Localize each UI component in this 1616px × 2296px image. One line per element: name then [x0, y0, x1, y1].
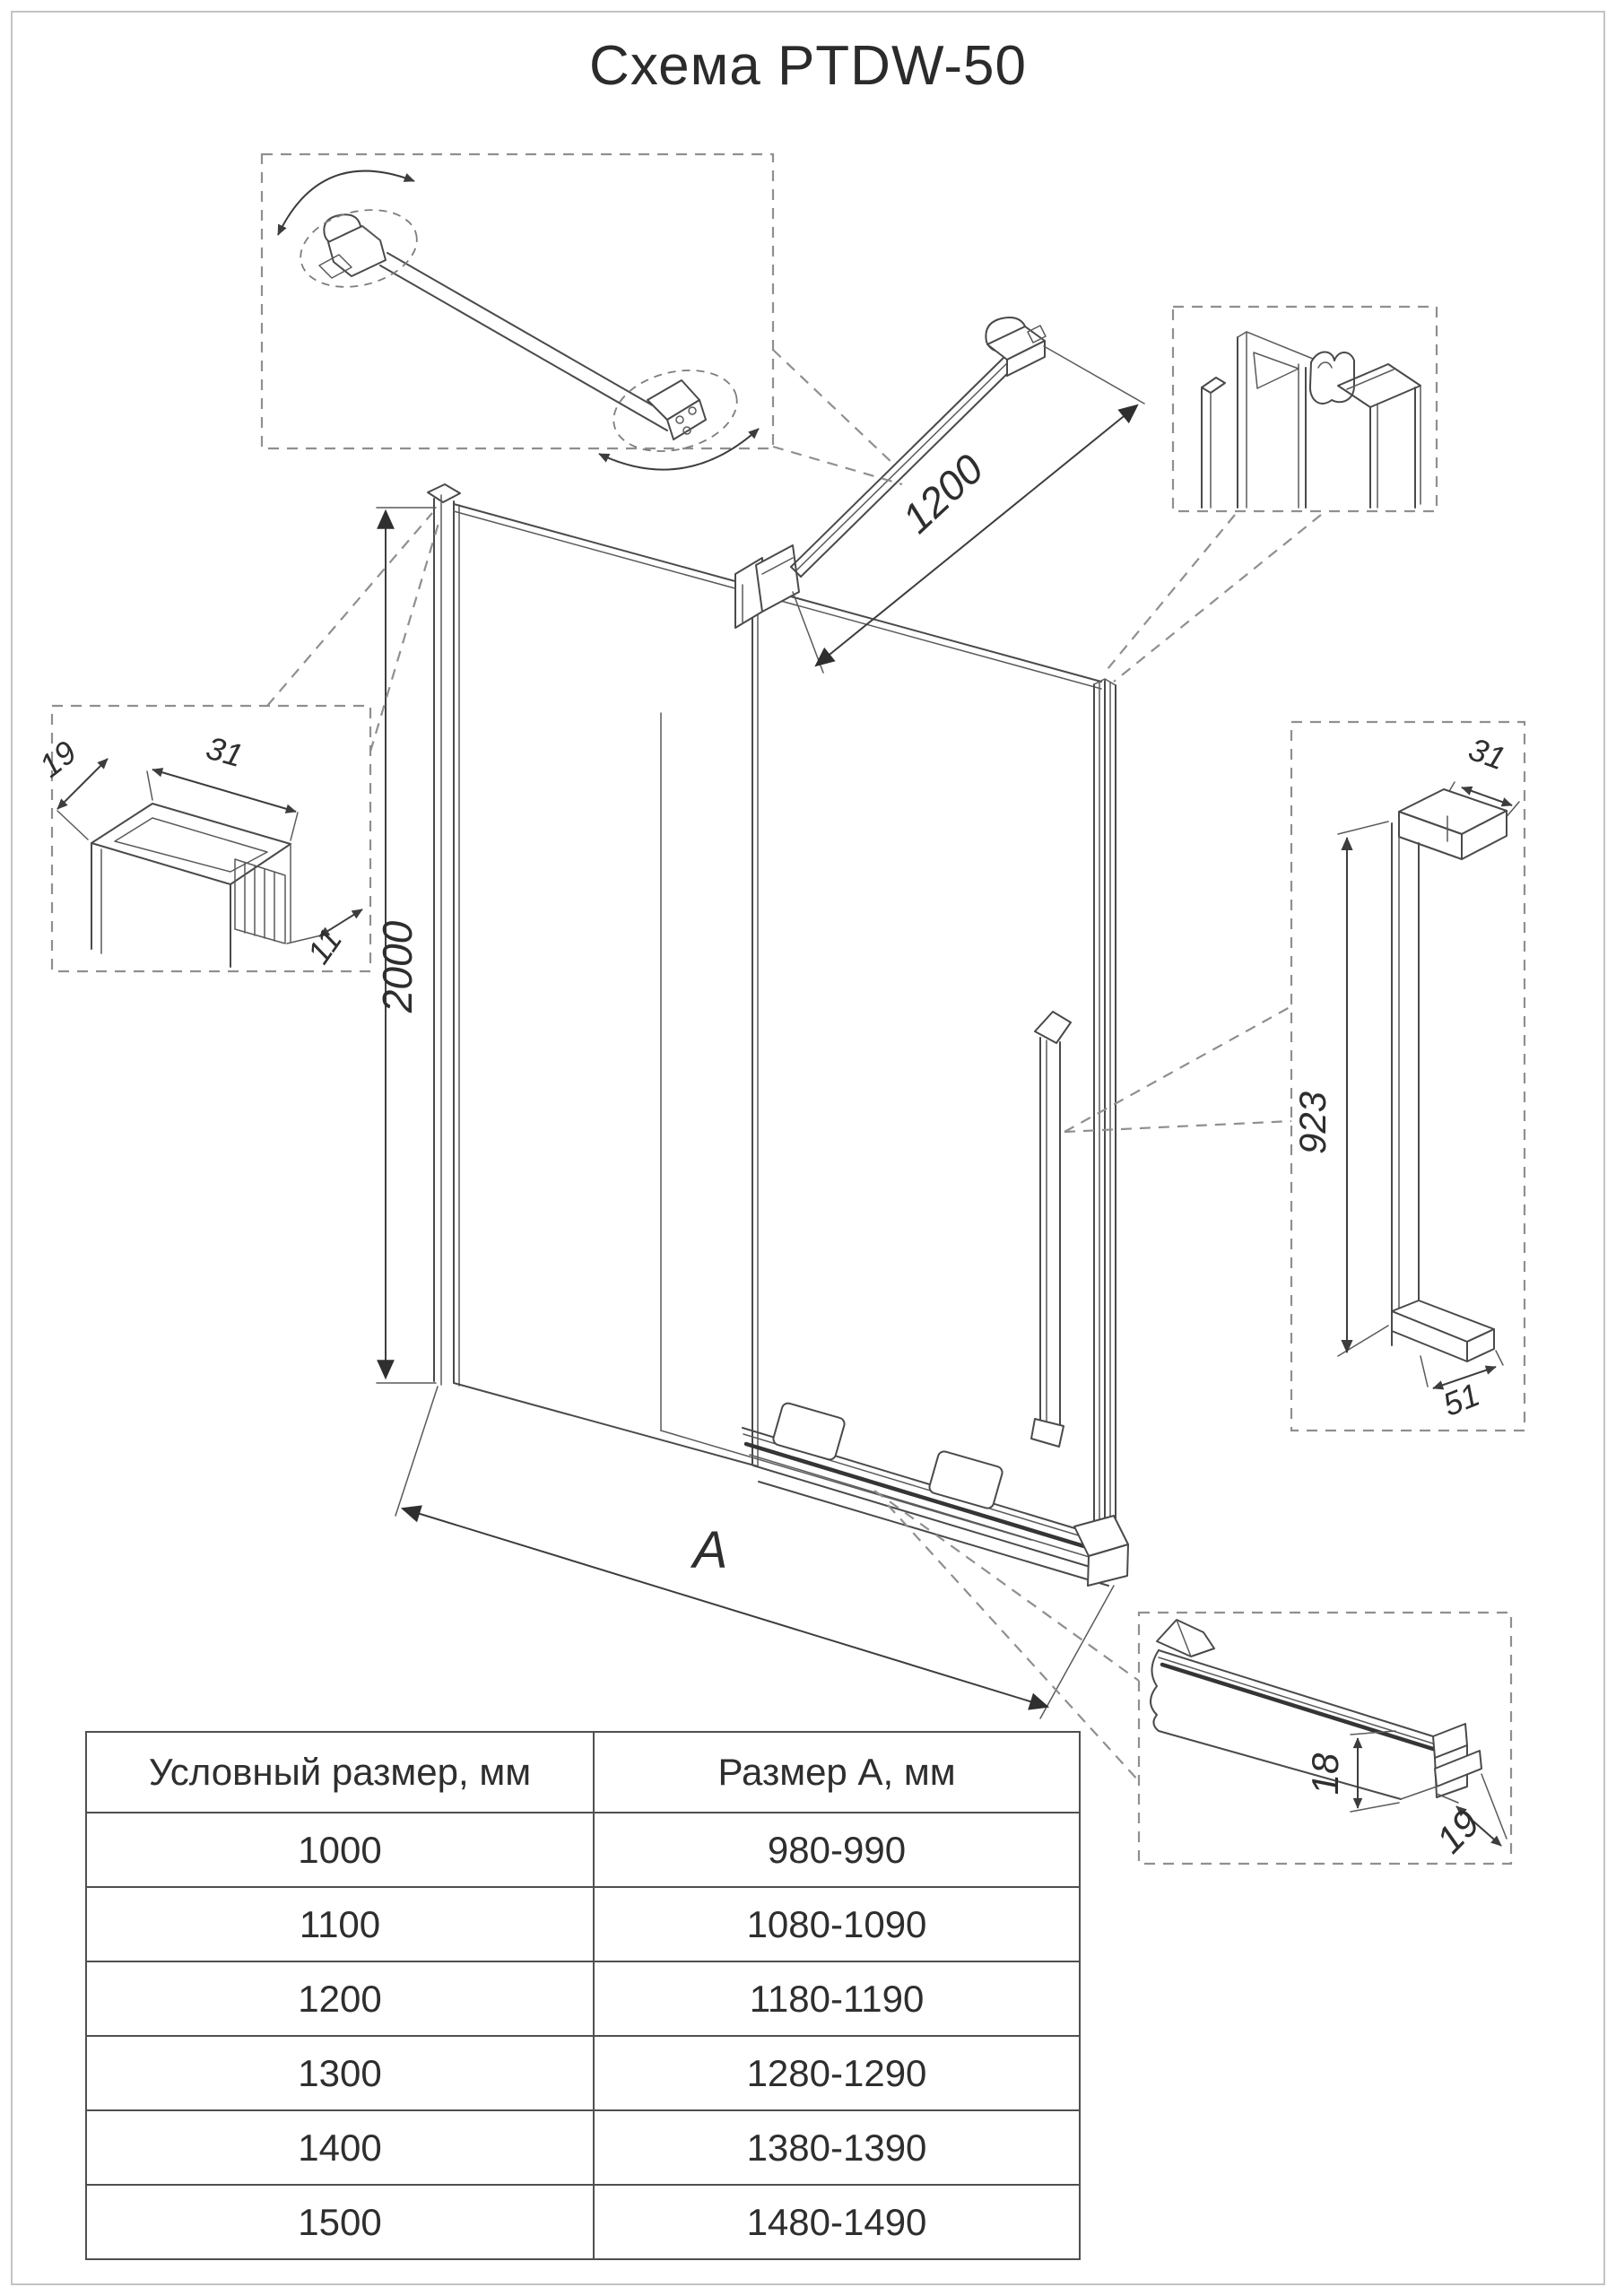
size-a-cell: 980-990: [594, 1813, 1080, 1887]
dim-label-2000: 2000: [374, 920, 421, 1013]
dim-bar-1200: [793, 346, 1144, 673]
size-a-cell: 1280-1290: [594, 2036, 1080, 2110]
glass-clamp: [735, 545, 799, 628]
dim-handle-923: [1291, 822, 1388, 1356]
size-a-cell: 1180-1190: [594, 1961, 1080, 2036]
svg-text:923: 923: [1291, 1091, 1334, 1155]
svg-text:31: 31: [1464, 730, 1511, 778]
table-row: [86, 2110, 1080, 2185]
size-table-header-row: [86, 1732, 1080, 1813]
dim-rail-18: [1304, 1731, 1399, 1812]
dim-wall-19: [32, 734, 108, 839]
svg-text:19: 19: [1428, 1801, 1488, 1862]
dim-label-1200: 1200: [892, 445, 993, 543]
table-row: [86, 1961, 1080, 2036]
nominal-size-cell: 1200: [86, 1961, 594, 2036]
svg-text:19: 19: [31, 733, 83, 785]
dim-handle-51: [1421, 1351, 1503, 1423]
page-title: Схема PTDW-50: [589, 35, 1027, 97]
dim-wall-11: [287, 909, 362, 970]
fixed-glass-panel: [454, 504, 1101, 1466]
door-handle: [1031, 1012, 1071, 1447]
svg-text:11: 11: [300, 921, 350, 970]
svg-text:31: 31: [202, 728, 248, 775]
detail-box-wall-profile: [32, 706, 370, 971]
table-row: [86, 1813, 1080, 1887]
dim-width-A: [395, 1387, 1114, 1718]
nominal-size-cell: 1400: [86, 2110, 594, 2185]
svg-text:51: 51: [1438, 1375, 1485, 1423]
roller-guide-left: [772, 1402, 846, 1461]
nominal-size-cell: 1300: [86, 2036, 594, 2110]
rail-end-cap: [1074, 1516, 1128, 1586]
table-row: [86, 1887, 1080, 1961]
size-a-cell: 1480-1490: [594, 2185, 1080, 2259]
size-table: [85, 1731, 1081, 2260]
wall-profile: [428, 484, 460, 1386]
nominal-size-cell: 1100: [86, 1887, 594, 1961]
table-row: [86, 2185, 1080, 2259]
sliding-door-panel: [661, 679, 1116, 1541]
nominal-size-cell: 1500: [86, 2185, 594, 2259]
size-table-header-a: Размер А, мм: [594, 1732, 1080, 1813]
size-a-cell: 1380-1390: [594, 2110, 1080, 2185]
nominal-size-cell: 1000: [86, 1813, 594, 1887]
detail-box-rail-profile: [1139, 1613, 1511, 1864]
detail-box-seal-profile: [1173, 307, 1437, 511]
support-bar: [791, 353, 1018, 577]
detail-box-support-bar: [262, 154, 773, 470]
size-table-header-nominal: Условный размер, мм: [86, 1732, 594, 1813]
table-row: [86, 2036, 1080, 2110]
dim-label-A: A: [692, 1521, 728, 1579]
detail-box-handle: [1291, 722, 1525, 1431]
size-a-cell: 1080-1090: [594, 1887, 1080, 1961]
svg-text:18: 18: [1304, 1752, 1346, 1796]
bottom-rail: [743, 1428, 1108, 1586]
